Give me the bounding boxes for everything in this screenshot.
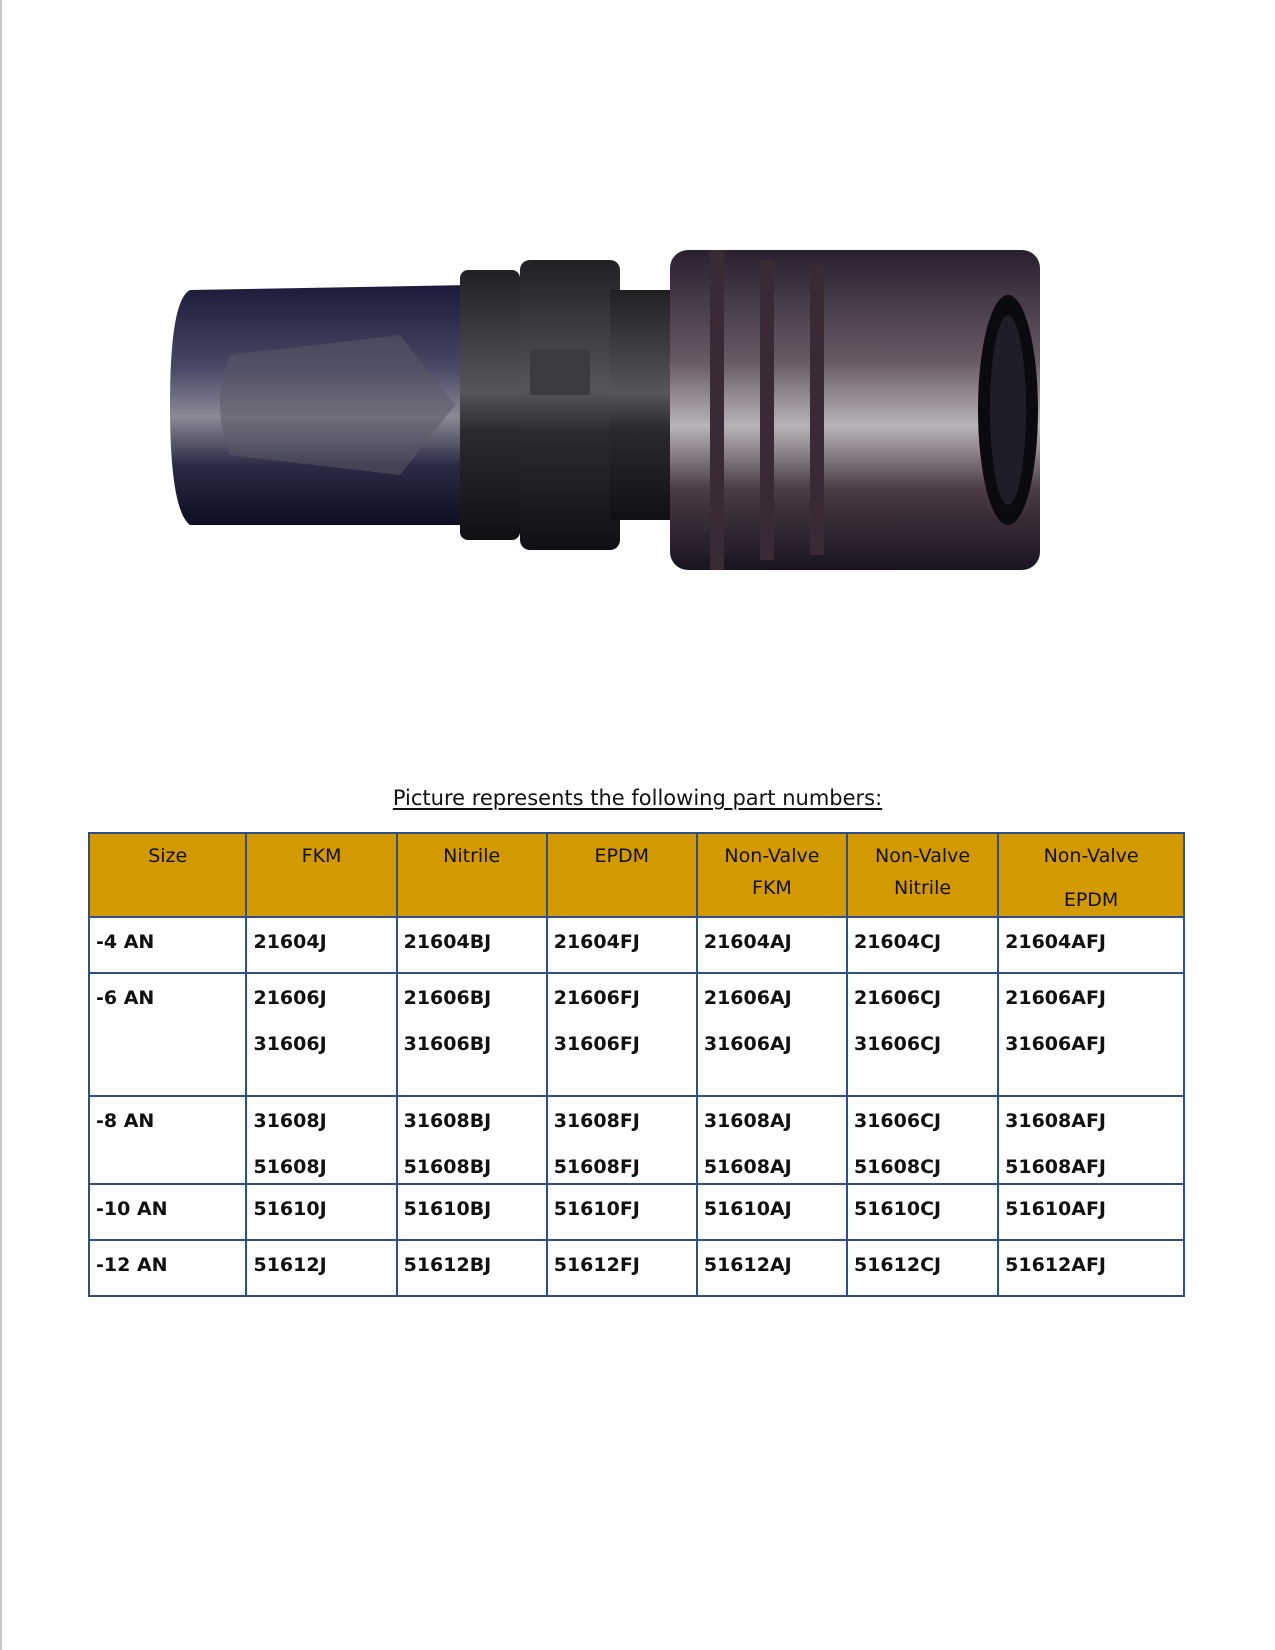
nonvalve-epdm-cell: 51612AFJ: [998, 1240, 1184, 1296]
fkm-cell: 31608J 51608J: [246, 1096, 396, 1184]
nonvalve-fkm-cell: 51610AJ: [697, 1184, 847, 1240]
size-cell: -12 AN: [89, 1240, 246, 1296]
nonvalve-nitrile-cell: 51610CJ: [847, 1184, 998, 1240]
header-nonvalve-fkm: Non-Valve FKM: [697, 833, 847, 917]
table-row: [89, 917, 1184, 973]
nonvalve-nitrile-cell: 21606CJ 31606CJ: [847, 973, 998, 1096]
size-cell: -8 AN: [89, 1096, 246, 1184]
table-row: [89, 1184, 1184, 1240]
nitrile-cell: 21606BJ 31606BJ: [397, 973, 547, 1096]
header-nitrile: Nitrile: [397, 833, 547, 917]
fkm-cell: 21606J 31606J: [246, 973, 396, 1096]
size-cell: -10 AN: [89, 1184, 246, 1240]
fkm-cell: 51610J: [246, 1184, 396, 1240]
nonvalve-fkm-cell: 51612AJ: [697, 1240, 847, 1296]
table-row: [89, 1240, 1184, 1296]
nitrile-cell: 21604BJ: [397, 917, 547, 973]
size-cell: -6 AN: [89, 973, 246, 1096]
nonvalve-nitrile-cell: 51612CJ: [847, 1240, 998, 1296]
nonvalve-fkm-cell: 21606AJ 31606AJ: [697, 973, 847, 1096]
epdm-cell: 51612FJ: [547, 1240, 697, 1296]
part-number-table: [88, 832, 1185, 1297]
size-cell: -4 AN: [89, 917, 246, 973]
fkm-cell: 21604J: [246, 917, 396, 973]
product-photo: [170, 240, 1050, 600]
nitrile-cell: 31608BJ 51608BJ: [397, 1096, 547, 1184]
nonvalve-fkm-cell: 31608AJ 51608AJ: [697, 1096, 847, 1184]
nonvalve-fkm-cell: 21604AJ: [697, 917, 847, 973]
table-row: [89, 973, 1184, 1096]
page-edge: [0, 0, 2, 1650]
nitrile-cell: 51610BJ: [397, 1184, 547, 1240]
header-nonvalve-nitrile: Non-Valve Nitrile: [847, 833, 998, 917]
fkm-cell: 51612J: [246, 1240, 396, 1296]
nonvalve-epdm-cell: 21604AFJ: [998, 917, 1184, 973]
nitrile-cell: 51612BJ: [397, 1240, 547, 1296]
caption: Picture represents the following part numbers:: [392, 786, 883, 810]
nonvalve-epdm-cell: 51610AFJ: [998, 1184, 1184, 1240]
epdm-cell: 51610FJ: [547, 1184, 697, 1240]
epdm-cell: 21606FJ 31606FJ: [547, 973, 697, 1096]
table-row: [89, 1096, 1184, 1184]
header-size: Size: [89, 833, 246, 917]
nonvalve-epdm-cell: 31608AFJ 51608AFJ: [998, 1096, 1184, 1184]
header-epdm: EPDM: [547, 833, 697, 917]
nonvalve-epdm-cell: 21606AFJ 31606AFJ: [998, 973, 1184, 1096]
nonvalve-nitrile-cell: 31606CJ 51608CJ: [847, 1096, 998, 1184]
epdm-cell: 31608FJ 51608FJ: [547, 1096, 697, 1184]
header-fkm: FKM: [246, 833, 396, 917]
header-row: [89, 833, 1184, 917]
epdm-cell: 21604FJ: [547, 917, 697, 973]
header-nonvalve-epdm: Non-Valve EPDM: [998, 833, 1184, 917]
nonvalve-nitrile-cell: 21604CJ: [847, 917, 998, 973]
